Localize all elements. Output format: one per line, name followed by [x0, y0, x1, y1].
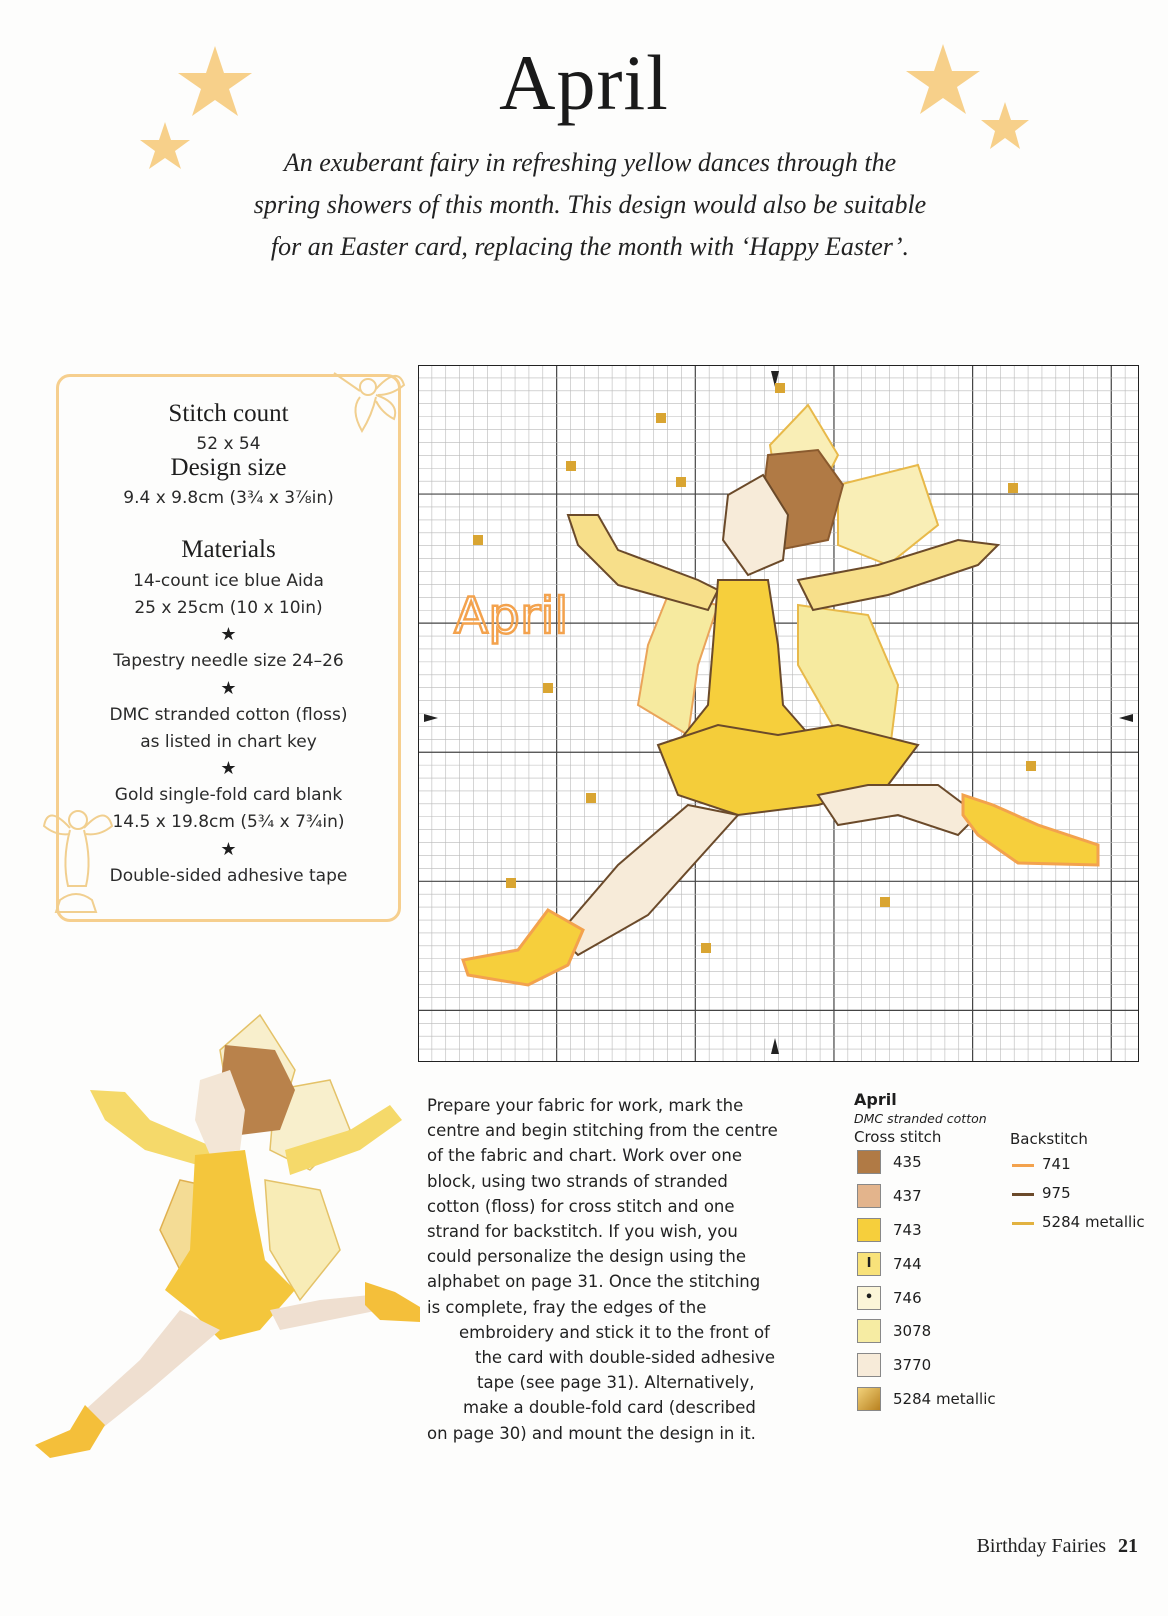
swatch [857, 1150, 881, 1174]
swatch [857, 1218, 881, 1242]
backstitch-line [1012, 1222, 1034, 1225]
leg-shape [270, 1295, 380, 1330]
star-icon [140, 122, 190, 169]
instructions-line: cotton (floss) for cross stitch and one [427, 1196, 735, 1216]
swatch [857, 1353, 881, 1377]
sparkle [586, 793, 596, 803]
key-subtitle: DMC stranded cotton [854, 1111, 987, 1126]
instructions-line: Prepare your fabric for work, mark the [427, 1096, 744, 1115]
backstitch-line [1012, 1193, 1034, 1196]
leg-shape [85, 1310, 220, 1430]
material-item: Double-sided adhesive tape [109, 866, 348, 886]
cross-stitch-heading: Cross stitch [854, 1128, 942, 1146]
material-item: Gold single-fold card blank [114, 785, 343, 805]
page-footer [977, 1535, 1138, 1558]
intro-text [230, 142, 950, 268]
instructions-line: embroidery and stick it to the front of [459, 1322, 770, 1342]
instructions-line: could personalize the design using the [427, 1247, 747, 1267]
instructions-line: block, using two strands of stranded [427, 1171, 728, 1191]
stitch-count-value: 52 x 54 [196, 434, 261, 454]
sparkle [775, 383, 785, 393]
swatch [857, 1319, 881, 1343]
instructions-line: of the fabric and chart. Work over one [427, 1146, 742, 1166]
sparkle [701, 943, 711, 953]
swatch-code: 746 [893, 1289, 922, 1307]
backstitch-code: 5284 metallic [1042, 1213, 1145, 1231]
material-item: DMC stranded cotton (floss) [109, 705, 348, 725]
instructions-line: on page 30) and mount the design in it. [427, 1423, 756, 1443]
swatch: • [857, 1286, 881, 1310]
sparkle [473, 535, 483, 545]
backstitch-line [1012, 1164, 1034, 1167]
instructions-line: centre and begin stitching from the centre [427, 1121, 778, 1141]
sparkle [506, 878, 516, 888]
material-item: 14.5 x 19.8cm (5¾ x 7¾in) [112, 812, 345, 832]
instructions-line: strand for backstitch. If you wish, you [427, 1222, 738, 1242]
swatch-code: 437 [893, 1187, 922, 1205]
instructions-line: alphabet on page 31. Once the stitching [427, 1272, 761, 1292]
book-title: Birthday Fairies [976, 1535, 1106, 1557]
sparkle [543, 683, 553, 693]
backstitch-code: 741 [1042, 1155, 1071, 1173]
swatch-code: 3770 [893, 1356, 932, 1374]
instructions-text [427, 1093, 787, 1446]
sparkle [880, 897, 890, 907]
sparkle [566, 461, 576, 471]
swatch: I [857, 1252, 881, 1276]
cross-stitch-key-list [857, 1150, 997, 1420]
swatch-code: 743 [893, 1221, 922, 1239]
swatch [857, 1387, 881, 1411]
chart-month-label: April [454, 587, 569, 645]
star-bullet-icon: ★ [220, 758, 237, 779]
page-number: 21 [1118, 1535, 1138, 1557]
stitched-fairy-photo [30, 1010, 420, 1460]
sparkle [1008, 483, 1018, 493]
backstitch-heading: Backstitch [1010, 1130, 1088, 1148]
backstitch-code: 975 [1042, 1184, 1071, 1202]
cross-stitch-chart [418, 365, 1139, 1062]
instructions-line: the card with double-sided adhesive [475, 1348, 775, 1368]
key-title: April [854, 1090, 897, 1109]
instructions-line: tape (see page 31). Alternatively, [477, 1373, 755, 1393]
page-title: April [499, 39, 669, 126]
sparkle [656, 413, 666, 423]
materials-heading: Materials [181, 536, 276, 563]
shoe-shape [365, 1282, 420, 1322]
intro-line: for an Easter card, replacing the month with ‘Happy Easter’. [270, 232, 910, 261]
star-bullet-icon: ★ [220, 678, 237, 699]
swatch [857, 1184, 881, 1208]
swatch-code: 744 [893, 1255, 922, 1273]
sparkle [676, 477, 686, 487]
swatch-code: 3078 [893, 1322, 932, 1340]
instructions-line: is complete, fray the edges of the [427, 1297, 707, 1317]
intro-line: An exuberant fairy in refreshing yellow dances through the [283, 148, 897, 177]
design-size-value: 9.4 x 9.8cm (3¾ x 3⅞in) [123, 488, 334, 508]
swatch-code: 5284 metallic [893, 1390, 996, 1408]
instructions-line: make a double-fold card (described [463, 1398, 756, 1418]
backstitch-key-list [1012, 1152, 1162, 1252]
swatch-code: 435 [893, 1153, 922, 1171]
sparkle [1026, 761, 1036, 771]
material-item: Tapestry needle size 24–26 [113, 651, 344, 671]
stitch-count-heading: Stitch count [168, 400, 289, 427]
star-bullet-icon: ★ [220, 624, 237, 645]
star-bullet-icon: ★ [220, 839, 237, 860]
design-size-heading: Design size [170, 454, 287, 481]
material-item: 25 x 25cm (10 x 10in) [134, 598, 323, 618]
material-item: 14-count ice blue Aida [133, 571, 324, 591]
material-item: as listed in chart key [140, 732, 317, 752]
intro-line: spring showers of this month. This design would also be suitable [253, 190, 927, 219]
